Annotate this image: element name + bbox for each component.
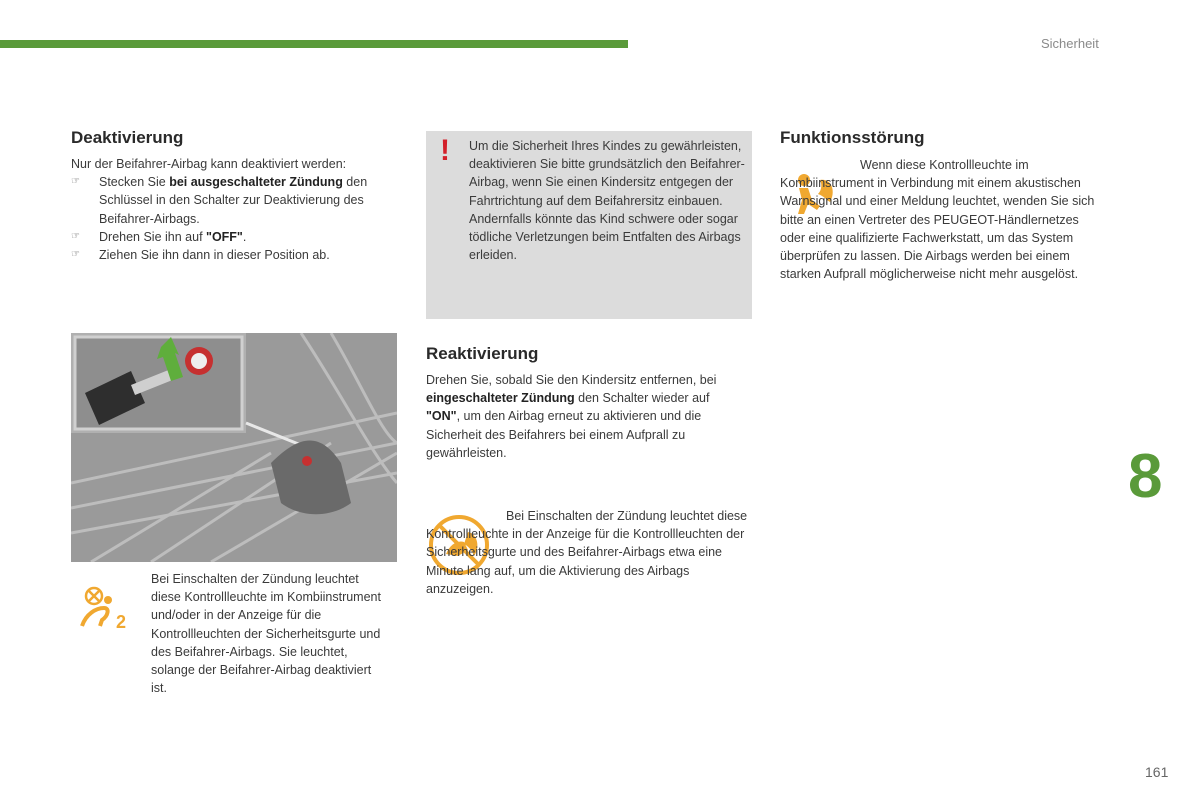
reaktivierung-text: Drehen Sie, sobald Sie den Kindersitz entfernen, bei eingeschalteter Zündung den Schalter wieder auf "ON", um den Airbag erneut zu aktivieren und die Sicherheit des Beifahrers bei einem Aufprall zu gewährleisten.	[426, 373, 717, 460]
airbag-off-icon	[78, 586, 132, 632]
note-off-text: Bei Einschalten der Zündung leuchtet diese Kontrollleuchte im Kombiinstrument und/oder in der Anzeige für die Kontrollleuchten der Sicherheitsgurte und des Beifahrer-Airbags. Sie leuchtet, solange der Beifahrer-Airbag deaktiviert ist.	[151, 572, 381, 696]
deaktivierung-title: Deaktivierung	[71, 128, 184, 147]
note-on-text: Bei Einschalten der Zündung leuchtet diese Kontrollleuchte in der Anzeige für die Kontrollleuchten der Sicherheitsgurte und des Beifahrer-Airbags etwa eine Minute lang auf, um die Aktivierung des Airbags anzuzeigen.	[426, 509, 748, 596]
warning-text: Um die Sicherheit Ihres Kindes zu gewährleisten, deaktivieren Sie bitte grundsätzlich den Beifahrer-Airbag, wenn Sie einen Kindersitz entgegen der Fahrtrichtung auf dem Beifahrersitz einbauen. Andernfalls könnte das Kind schwere oder sogar tödliche Verletzungen beim Entfalten des Airbags erleiden.	[469, 139, 745, 263]
funktionsstoerung-text: Wenn diese Kontrollleuchte im Kombiinstrument in Verbindung mit einem akustischen Warnsignal und einer Meldung leuchtet, wenden Sie sich bitte an einen Vertreter des PEUGEOT-Händlernetzes oder eine qualifizierte Fachwerkstatt, um das System überprüfen zu lassen. Die Airbags werden bei einem starken Aufprall möglicherweise nicht mehr ausgelöst.	[780, 158, 1095, 282]
deaktivierung-body	[71, 155, 401, 264]
airbag-switch-photo	[71, 333, 397, 562]
reaktivierung-title: Reaktivierung	[426, 344, 539, 363]
deaktivierung-intro: Nur der Beifahrer-Airbag kann deaktiviert werden:	[71, 157, 347, 171]
list-item: ☞ Ziehen Sie ihn dann in dieser Position ab.	[71, 246, 401, 264]
svg-text:2: 2	[116, 612, 127, 632]
exclamation-icon: !	[440, 134, 450, 167]
section-label: Sicherheit	[1041, 36, 1099, 51]
list-item: ☞ Stecken Sie bei ausgeschalteter Zündung den Schlüssel in den Schalter zur Deaktivierung des Beifahrer-Airbags.	[71, 173, 401, 228]
funktionsstoerung-title: Funktionsstörung	[780, 128, 925, 147]
bullet-hand-icon: ☞	[71, 230, 80, 242]
page-number: 161	[1145, 764, 1169, 780]
bullet-hand-icon: ☞	[71, 176, 80, 188]
header-accent-bar	[0, 40, 628, 48]
chapter-number: 8	[1128, 442, 1163, 511]
list-item: ☞ Drehen Sie ihn auf "OFF".	[71, 228, 401, 246]
bullet-hand-icon: ☞	[71, 249, 80, 261]
